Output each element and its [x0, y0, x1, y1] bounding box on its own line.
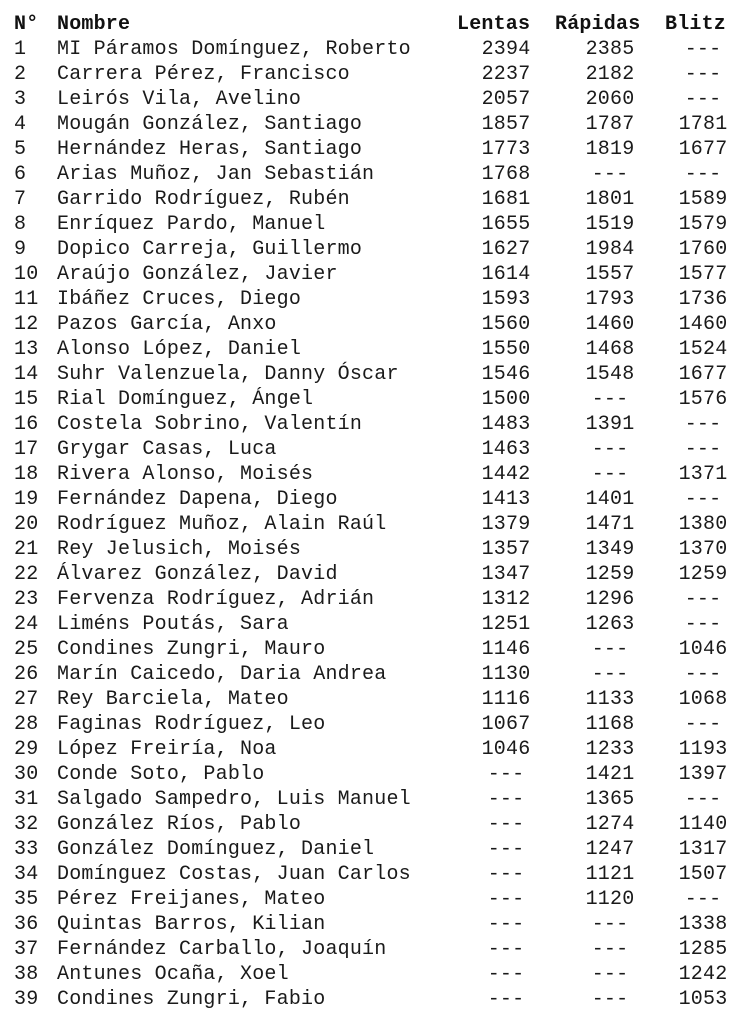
player-name: Domínguez Costas, Juan Carlos [57, 863, 411, 886]
player-number: 29 [14, 738, 39, 761]
table-row [14, 87, 741, 112]
rapid-rating: 1793 [585, 288, 635, 311]
player-name: Ibáñez Cruces, Diego [57, 288, 302, 311]
player-number: 5 [14, 138, 27, 161]
player-number: 11 [14, 288, 39, 311]
rapid-rating: --- [591, 963, 629, 986]
player-number: 16 [14, 413, 39, 436]
player-number: 31 [14, 788, 39, 811]
player-name: Marín Caicedo, Daria Andrea [57, 663, 387, 686]
table-row [14, 562, 741, 587]
blitz-rating: --- [684, 588, 722, 611]
table-row [14, 537, 741, 562]
blitz-rating: --- [684, 413, 722, 436]
table-row [14, 862, 741, 887]
blitz-rating: 1259 [678, 563, 728, 586]
classical-rating: 1681 [481, 188, 531, 211]
player-name: Antunes Ocaña, Xoel [57, 963, 289, 986]
rapid-rating: --- [591, 988, 629, 1011]
ratings-table [14, 12, 741, 1012]
player-number: 17 [14, 438, 39, 461]
classical-rating: --- [487, 838, 525, 861]
classical-rating: 1347 [481, 563, 531, 586]
classical-rating: 1768 [481, 163, 531, 186]
player-name: Hernández Heras, Santiago [57, 138, 363, 161]
rapid-rating: --- [591, 663, 629, 686]
classical-rating: 2057 [481, 88, 531, 111]
player-name: López Freiría, Noa [57, 738, 277, 761]
blitz-rating: 1317 [678, 838, 728, 861]
table-row [14, 62, 741, 87]
player-number: 15 [14, 388, 39, 411]
classical-rating: 2394 [481, 38, 531, 61]
rapid-rating: 2182 [585, 63, 635, 86]
player-number: 20 [14, 513, 39, 536]
header-rapid: Rápidas [555, 13, 641, 36]
classical-rating: 1251 [481, 613, 531, 636]
table-row [14, 187, 741, 212]
rapid-rating: 1819 [585, 138, 635, 161]
blitz-rating: 1380 [678, 513, 728, 536]
table-row [14, 637, 741, 662]
table-row [14, 237, 741, 262]
table-row [14, 812, 741, 837]
rapid-rating: 2385 [585, 38, 635, 61]
classical-rating: --- [487, 763, 525, 786]
blitz-rating: --- [684, 613, 722, 636]
classical-rating: 1312 [481, 588, 531, 611]
blitz-rating: --- [684, 438, 722, 461]
blitz-rating: 1507 [678, 863, 728, 886]
classical-rating: 1655 [481, 213, 531, 236]
rapid-rating: 1801 [585, 188, 635, 211]
header-number: N° [14, 13, 39, 36]
rapid-rating: --- [591, 913, 629, 936]
player-name: MI Páramos Domínguez, Roberto [57, 38, 411, 61]
player-name: Enríquez Pardo, Manuel [57, 213, 326, 236]
rapid-rating: 1168 [585, 713, 635, 736]
classical-rating: 1546 [481, 363, 531, 386]
table-row [14, 612, 741, 637]
table-header [14, 12, 741, 37]
blitz-rating: 1524 [678, 338, 728, 361]
table-row [14, 912, 741, 937]
table-row [14, 337, 741, 362]
player-name: Condines Zungri, Mauro [57, 638, 326, 661]
table-row [14, 487, 741, 512]
blitz-rating: 1140 [678, 813, 728, 836]
table-row [14, 737, 741, 762]
player-number: 8 [14, 213, 27, 236]
classical-rating: 1116 [481, 688, 531, 711]
player-number: 13 [14, 338, 39, 361]
table-row [14, 112, 741, 137]
blitz-rating: 1371 [678, 463, 728, 486]
table-row [14, 687, 741, 712]
player-number: 35 [14, 888, 39, 911]
table-row [14, 712, 741, 737]
blitz-rating: --- [684, 488, 722, 511]
blitz-rating: 1736 [678, 288, 728, 311]
rapid-rating: 1296 [585, 588, 635, 611]
classical-rating: --- [487, 988, 525, 1011]
table-row [14, 437, 741, 462]
blitz-rating: --- [684, 163, 722, 186]
rapid-rating: 1233 [585, 738, 635, 761]
player-name: Dopico Carreja, Guillermo [57, 238, 363, 261]
player-name: Leirós Vila, Avelino [57, 88, 302, 111]
player-name: Costela Sobrino, Valentín [57, 413, 363, 436]
table-row [14, 162, 741, 187]
player-number: 23 [14, 588, 39, 611]
table-row [14, 262, 741, 287]
player-number: 39 [14, 988, 39, 1011]
blitz-rating: 1053 [678, 988, 728, 1011]
table-row [14, 412, 741, 437]
player-name: Liméns Poutás, Sara [57, 613, 289, 636]
rapid-rating: 1247 [585, 838, 635, 861]
player-name: Grygar Casas, Luca [57, 438, 277, 461]
blitz-rating: --- [684, 788, 722, 811]
player-number: 2 [14, 63, 27, 86]
player-name: González Ríos, Pablo [57, 813, 302, 836]
player-number: 30 [14, 763, 39, 786]
classical-rating: 1560 [481, 313, 531, 336]
classical-rating: 1773 [481, 138, 531, 161]
player-name: Salgado Sampedro, Luis Manuel [57, 788, 411, 811]
rapid-rating: 1121 [585, 863, 635, 886]
player-name: Fervenza Rodríguez, Adrián [57, 588, 375, 611]
player-number: 12 [14, 313, 39, 336]
player-number: 36 [14, 913, 39, 936]
header-name: Nombre [57, 13, 131, 36]
header-blitz: Blitz [665, 13, 727, 36]
table-row [14, 787, 741, 812]
classical-rating: --- [487, 813, 525, 836]
rapid-rating: --- [591, 938, 629, 961]
blitz-rating: 1370 [678, 538, 728, 561]
player-number: 19 [14, 488, 39, 511]
table-row [14, 962, 741, 987]
blitz-rating: 1397 [678, 763, 728, 786]
rapid-rating: 1263 [585, 613, 635, 636]
player-number: 6 [14, 163, 27, 186]
blitz-rating: 1760 [678, 238, 728, 261]
player-name: Rey Jelusich, Moisés [57, 538, 302, 561]
rapid-rating: --- [591, 388, 629, 411]
player-name: Conde Soto, Pablo [57, 763, 265, 786]
classical-rating: --- [487, 863, 525, 886]
player-name: Faginas Rodríguez, Leo [57, 713, 326, 736]
classical-rating: 1067 [481, 713, 531, 736]
player-name: Araújo González, Javier [57, 263, 338, 286]
player-name: Álvarez González, David [57, 563, 338, 586]
player-number: 34 [14, 863, 39, 886]
blitz-rating: 1576 [678, 388, 728, 411]
player-number: 14 [14, 363, 39, 386]
rapid-rating: --- [591, 163, 629, 186]
rapid-rating: 1259 [585, 563, 635, 586]
rapid-rating: --- [591, 438, 629, 461]
classical-rating: --- [487, 788, 525, 811]
rapid-rating: 1401 [585, 488, 635, 511]
table-row [14, 212, 741, 237]
rapid-rating: 1421 [585, 763, 635, 786]
player-number: 26 [14, 663, 39, 686]
table-row [14, 287, 741, 312]
table-row [14, 137, 741, 162]
player-name: Rivera Alonso, Moisés [57, 463, 314, 486]
blitz-rating: --- [684, 63, 722, 86]
blitz-rating: --- [684, 888, 722, 911]
table-row [14, 887, 741, 912]
classical-rating: 1357 [481, 538, 531, 561]
player-name: Mougán González, Santiago [57, 113, 363, 136]
rapid-rating: 1548 [585, 363, 635, 386]
blitz-rating: 1046 [678, 638, 728, 661]
table-row [14, 937, 741, 962]
classical-rating: --- [487, 913, 525, 936]
rapid-rating: 1471 [585, 513, 635, 536]
player-name: Fernández Dapena, Diego [57, 488, 338, 511]
player-name: Suhr Valenzuela, Danny Óscar [57, 363, 399, 386]
player-number: 24 [14, 613, 39, 636]
player-name: Rial Domínguez, Ángel [57, 388, 314, 411]
header-row [14, 12, 741, 37]
classical-rating: 2237 [481, 63, 531, 86]
player-name: González Domínguez, Daniel [57, 838, 375, 861]
rapid-rating: --- [591, 638, 629, 661]
header-classical: Lentas [457, 13, 531, 36]
player-name: Carrera Pérez, Francisco [57, 63, 350, 86]
table-row [14, 987, 741, 1012]
player-number: 38 [14, 963, 39, 986]
blitz-rating: --- [684, 88, 722, 111]
rapid-rating: 1391 [585, 413, 635, 436]
classical-rating: --- [487, 963, 525, 986]
table-body [14, 37, 741, 1012]
classical-rating: 1413 [481, 488, 531, 511]
table-row [14, 662, 741, 687]
player-number: 1 [14, 38, 27, 61]
rapid-rating: 1120 [585, 888, 635, 911]
player-name: Rodríguez Muñoz, Alain Raúl [57, 513, 387, 536]
rapid-rating: 1365 [585, 788, 635, 811]
player-name: Quintas Barros, Kilian [57, 913, 326, 936]
classical-rating: 1614 [481, 263, 531, 286]
classical-rating: --- [487, 888, 525, 911]
player-number: 33 [14, 838, 39, 861]
table-row [14, 387, 741, 412]
blitz-rating: 1677 [678, 363, 728, 386]
blitz-rating: 1285 [678, 938, 728, 961]
table-row [14, 312, 741, 337]
blitz-rating: --- [684, 663, 722, 686]
blitz-rating: 1068 [678, 688, 728, 711]
player-name: Pérez Freijanes, Mateo [57, 888, 326, 911]
player-name: Garrido Rodríguez, Rubén [57, 188, 350, 211]
blitz-rating: 1338 [678, 913, 728, 936]
player-number: 22 [14, 563, 39, 586]
table-row [14, 512, 741, 537]
blitz-rating: 1577 [678, 263, 728, 286]
rapid-rating: 1468 [585, 338, 635, 361]
rapid-rating: 1460 [585, 313, 635, 336]
player-name: Pazos García, Anxo [57, 313, 277, 336]
classical-rating: --- [487, 938, 525, 961]
rapid-rating: 1349 [585, 538, 635, 561]
classical-rating: 1483 [481, 413, 531, 436]
player-number: 25 [14, 638, 39, 661]
rapid-rating: 1557 [585, 263, 635, 286]
blitz-rating: 1460 [678, 313, 728, 336]
table-row [14, 362, 741, 387]
blitz-rating: 1242 [678, 963, 728, 986]
player-number: 4 [14, 113, 27, 136]
table-row [14, 837, 741, 862]
rapid-rating: 1787 [585, 113, 635, 136]
player-number: 28 [14, 713, 39, 736]
player-name: Fernández Carballo, Joaquín [57, 938, 387, 961]
classical-rating: 1500 [481, 388, 531, 411]
blitz-rating: 1677 [678, 138, 728, 161]
classical-rating: 1857 [481, 113, 531, 136]
player-name: Rey Barciela, Mateo [57, 688, 289, 711]
blitz-rating: --- [684, 713, 722, 736]
player-number: 37 [14, 938, 39, 961]
player-number: 27 [14, 688, 39, 711]
player-number: 18 [14, 463, 39, 486]
player-name: Condines Zungri, Fabio [57, 988, 326, 1011]
rapid-rating: 1519 [585, 213, 635, 236]
rapid-rating: 2060 [585, 88, 635, 111]
blitz-rating: 1781 [678, 113, 728, 136]
classical-rating: 1379 [481, 513, 531, 536]
classical-rating: 1442 [481, 463, 531, 486]
blitz-rating: 1193 [678, 738, 728, 761]
classical-rating: 1463 [481, 438, 531, 461]
table-row [14, 587, 741, 612]
player-number: 10 [14, 263, 39, 286]
player-number: 32 [14, 813, 39, 836]
blitz-rating: 1579 [678, 213, 728, 236]
classical-rating: 1627 [481, 238, 531, 261]
blitz-rating: --- [684, 38, 722, 61]
rapid-rating: --- [591, 463, 629, 486]
table-row [14, 462, 741, 487]
player-number: 21 [14, 538, 39, 561]
player-number: 3 [14, 88, 27, 111]
player-number: 9 [14, 238, 27, 261]
classical-rating: 1046 [481, 738, 531, 761]
rapid-rating: 1133 [585, 688, 635, 711]
table-row [14, 762, 741, 787]
player-name: Arias Muñoz, Jan Sebastián [57, 163, 375, 186]
table-row [14, 37, 741, 62]
classical-rating: 1130 [481, 663, 531, 686]
rapid-rating: 1984 [585, 238, 635, 261]
blitz-rating: 1589 [678, 188, 728, 211]
player-number: 7 [14, 188, 27, 211]
rapid-rating: 1274 [585, 813, 635, 836]
classical-rating: 1146 [481, 638, 531, 661]
player-name: Alonso López, Daniel [57, 338, 302, 361]
classical-rating: 1550 [481, 338, 531, 361]
classical-rating: 1593 [481, 288, 531, 311]
